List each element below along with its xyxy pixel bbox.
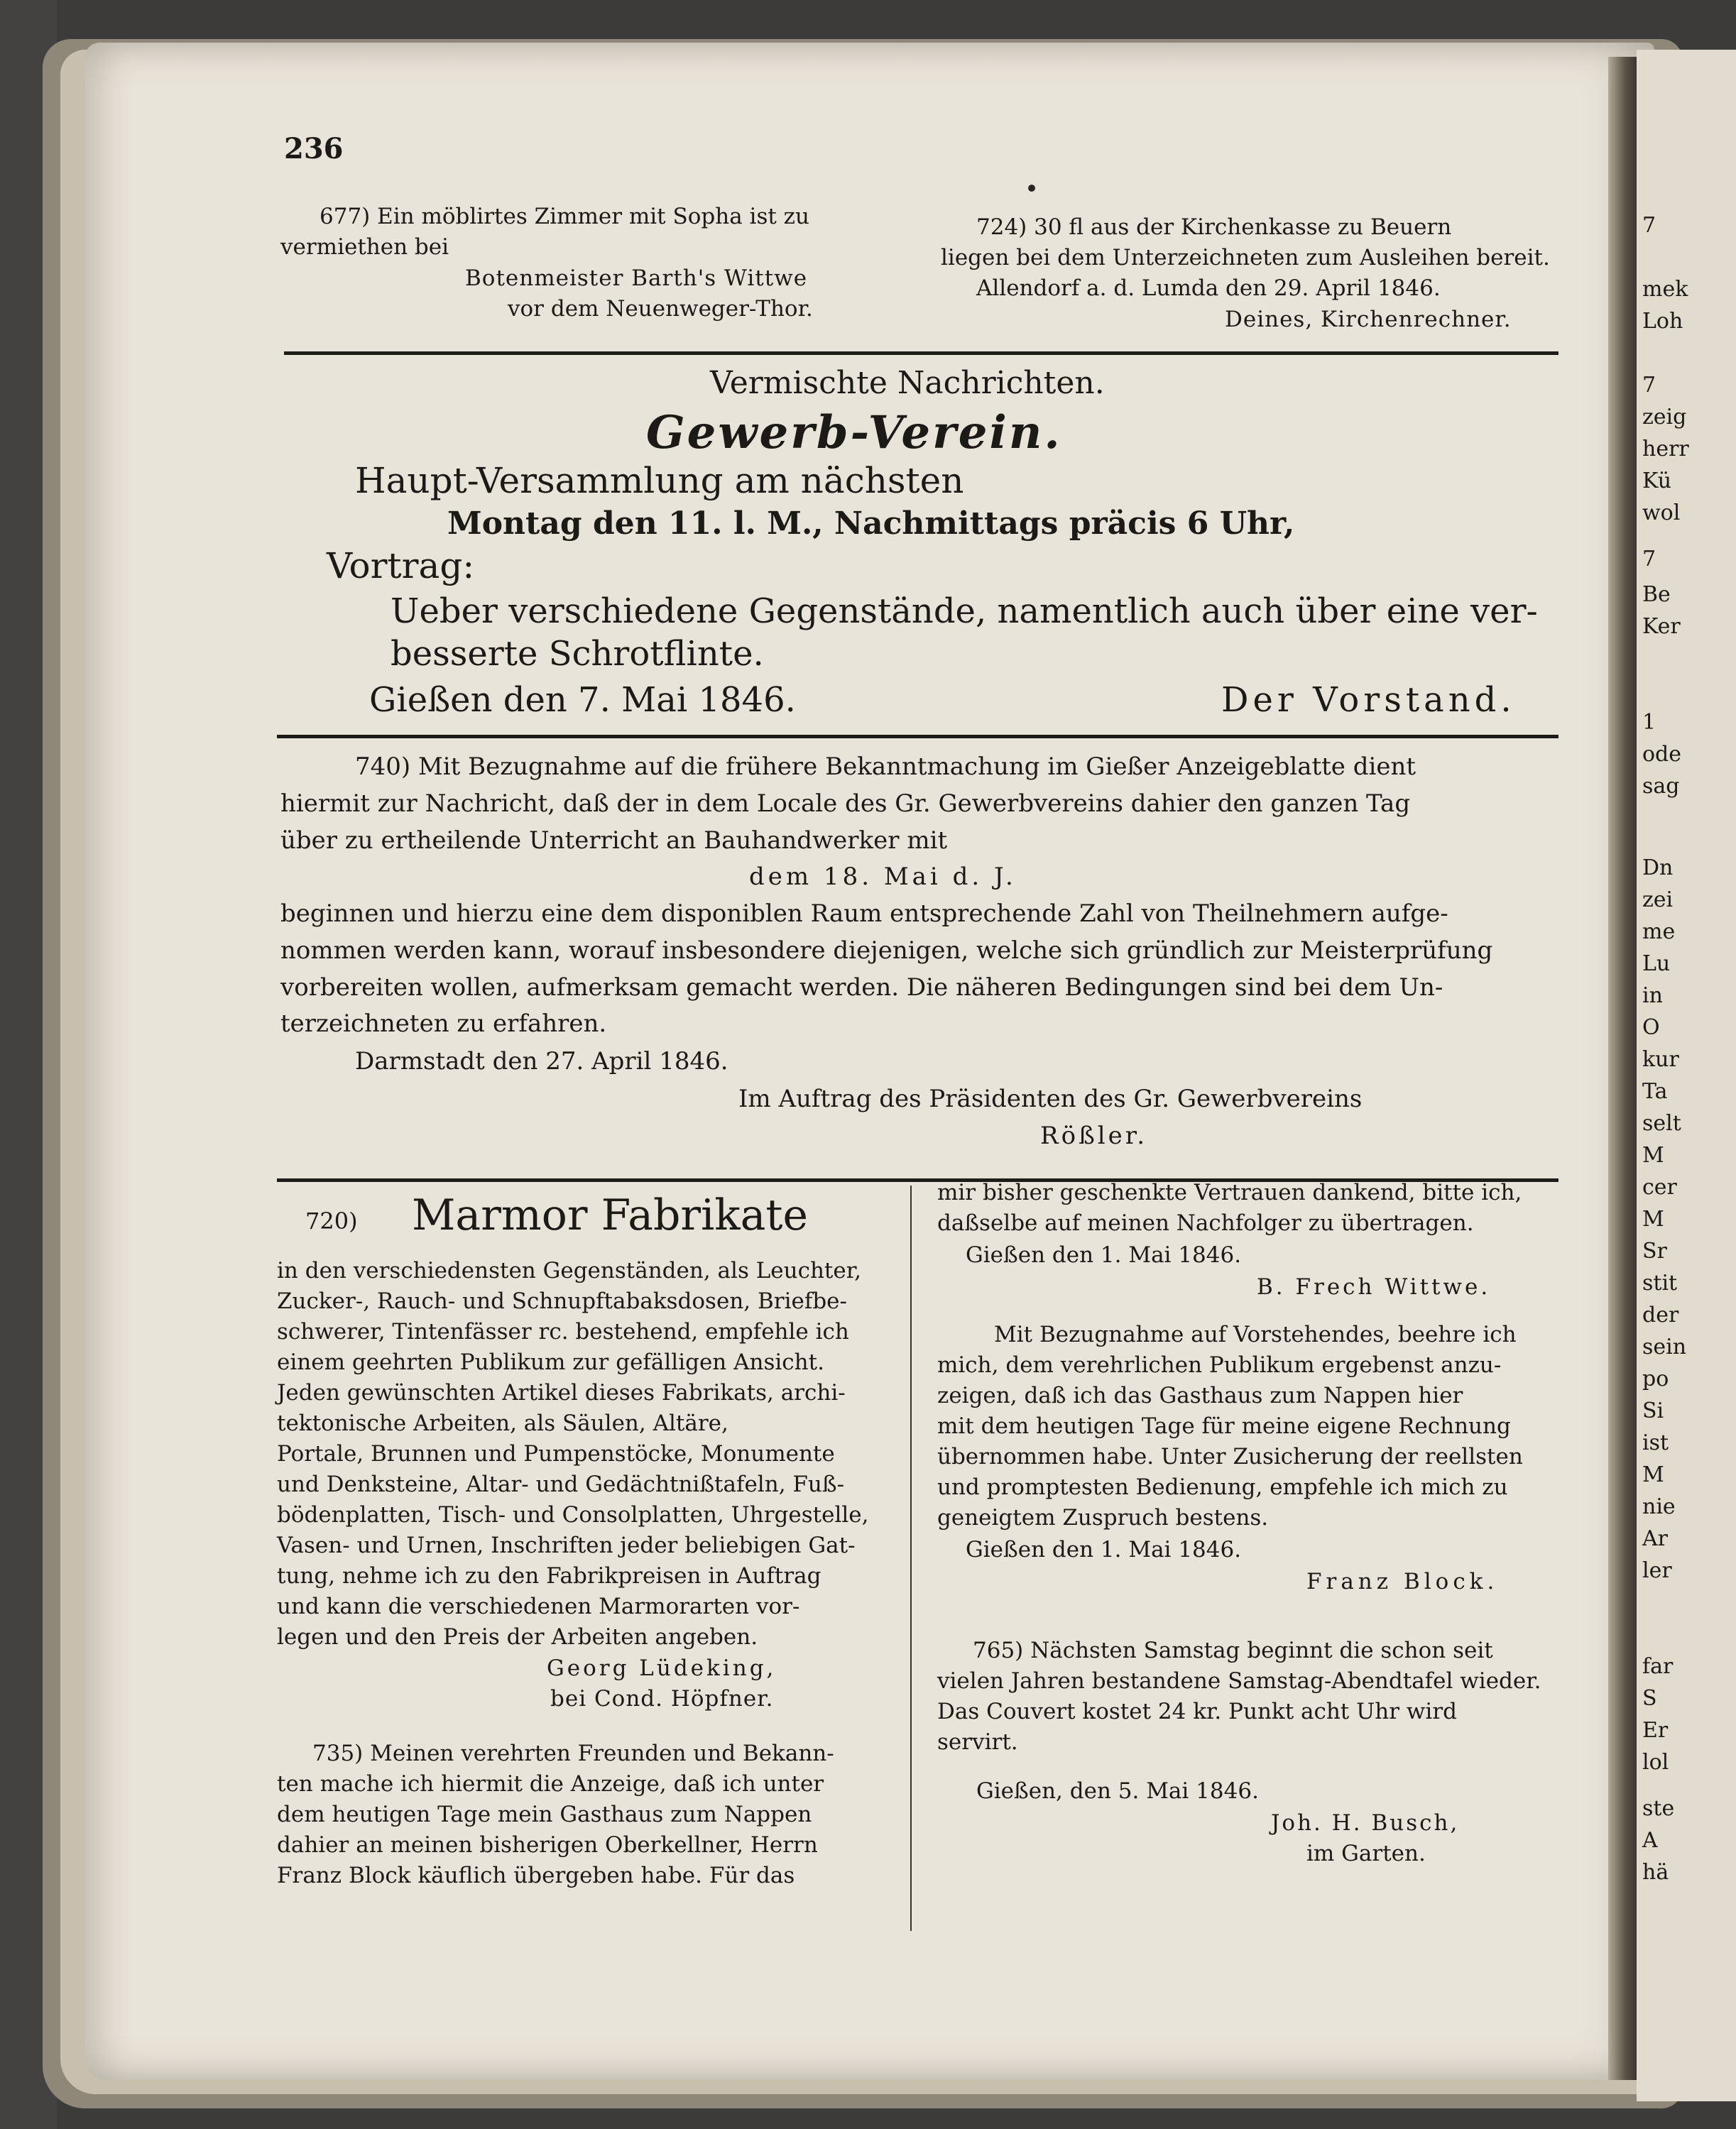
ad735-line: dahier an meinen bisherigen Oberkellner, Herrn	[277, 1832, 818, 1858]
column-divider	[910, 1186, 912, 1931]
right-col-line: vielen Jahren bestandene Samstag-Abendtafel wieder.	[937, 1668, 1541, 1694]
divider	[277, 735, 1558, 738]
ad724-signature: Deines, Kirchenrechner.	[1225, 307, 1512, 332]
ad740-line: hiermit zur Nachricht, daß der in dem Locale des Gr. Gewerbvereins dahier den ganzen Tag	[280, 789, 1411, 818]
ad740-line: terzeichneten zu erfahren.	[280, 1009, 607, 1038]
page-number: 236	[284, 132, 344, 165]
ad735-line: ten mache ich hiermit die Anzeige, daß ich unter	[277, 1771, 824, 1797]
right-col-line: servirt.	[937, 1729, 1018, 1755]
ad740-signature-line2: Rößler.	[1040, 1122, 1148, 1150]
ad720-line: bödenplatten, Tisch- und Consolplatten, Uhrgestelle,	[277, 1502, 869, 1528]
verein-date: Gießen den 7. Mai 1846.	[369, 680, 796, 720]
next-page-fragment: selt	[1642, 1111, 1681, 1136]
ad720-title: Marmor Fabrikate	[412, 1191, 809, 1240]
next-page-fragment: Lu	[1642, 951, 1671, 976]
ad677-line2: vermiethen bei	[280, 234, 449, 260]
verein-signature: Der Vorstand.	[1221, 680, 1516, 720]
ad740-line: beginnen und hierzu eine dem disponiblen Raum entsprechende Zahl von Theilnehmern aufge-	[280, 899, 1448, 928]
next-page-fragment: hä	[1642, 1860, 1669, 1885]
next-page-fragment: stit	[1642, 1271, 1678, 1296]
ad720-line: einem geehrten Publikum zur gefälligen Ansicht.	[277, 1350, 824, 1375]
right-col-line: geneigtem Zuspruch bestens.	[937, 1505, 1269, 1531]
ad720-signature: Georg Lüdeking,	[547, 1655, 777, 1681]
ad740-line: über zu ertheilende Unterricht an Bauhandwerker mit	[280, 826, 948, 855]
next-page-fragment: Ker	[1642, 614, 1681, 639]
ad720-signature-sub: bei Cond. Höpfner.	[550, 1686, 774, 1712]
next-page-fragment: mek	[1642, 277, 1688, 302]
ad740-line: 740) Mit Bezugnahme auf die frühere Bekanntmachung im Gießer Anzeigeblatte dient	[355, 752, 1416, 781]
next-page-fragment: 7	[1642, 547, 1656, 571]
ad740-line: nommen werden kann, worauf insbesondere diejenigen, welche sich gründlich zur Meisterprüfung	[280, 936, 1493, 965]
next-page-fragment: Loh	[1642, 309, 1683, 334]
next-page-edge	[1637, 50, 1736, 2101]
ad720-number: 720)	[305, 1208, 358, 1235]
next-page-fragment: 7	[1642, 213, 1656, 238]
next-page-fragment: lol	[1642, 1750, 1669, 1775]
next-page-fragment: zeig	[1642, 405, 1687, 429]
ad720-line: legen und den Preis der Arbeiten angeben.	[277, 1624, 758, 1650]
right-col-line: Das Couvert kostet 24 kr. Punkt acht Uhr wird	[937, 1699, 1457, 1724]
ad740-date-line: dem 18. Mai d. J.	[749, 863, 1017, 891]
ad677-address: vor dem Neuenweger-Thor.	[508, 296, 813, 322]
ad677-line1: 677) Ein möblirtes Zimmer mit Sopha ist zu	[320, 204, 809, 229]
next-page-fragment: Sr	[1642, 1239, 1667, 1264]
next-page-fragment: ist	[1642, 1430, 1669, 1455]
verein-line3: Vortrag:	[327, 545, 475, 586]
right-col-line: Mit Bezugnahme auf Vorstehendes, beehre ich	[994, 1322, 1517, 1347]
ad724-line3: Allendorf a. d. Lumda den 29. April 1846.	[976, 275, 1441, 301]
right-col-sig3: Joh. H. Busch,	[1271, 1810, 1460, 1836]
right-col-line: mit dem heutigen Tage für meine eigene Rechnung	[937, 1413, 1511, 1439]
next-page-fragment: 7	[1642, 373, 1656, 398]
next-page-fragment: der	[1642, 1303, 1679, 1328]
ad677-signature: Botenmeister Barth's Wittwe	[465, 266, 808, 291]
ad720-line: tung, nehme ich zu den Fabrikpreisen in Auftrag	[277, 1563, 821, 1589]
verein-title: Gewerb-Verein.	[646, 406, 1062, 459]
ad720-line: Jeden gewünschten Artikel dieses Fabrikats, archi-	[277, 1380, 846, 1406]
next-page-fragment: nie	[1642, 1494, 1676, 1519]
ad720-line: und kann die verschiedenen Marmorarten vor-	[277, 1594, 800, 1619]
next-page-fragment: S	[1642, 1686, 1657, 1711]
divider	[284, 351, 1558, 355]
right-col-line: mich, dem verehrlichen Publikum ergebenst anzu-	[937, 1352, 1502, 1378]
next-page-fragment: A	[1642, 1828, 1658, 1853]
next-page-fragment: O	[1642, 1015, 1660, 1040]
right-col-date2: Gießen den 1. Mai 1846.	[966, 1537, 1242, 1562]
ad720-line: in den verschiedensten Gegenständen, als Leuchter,	[277, 1258, 861, 1284]
ad740-signature-line1: Im Auftrag des Präsidenten des Gr. Gewerbvereins	[738, 1085, 1363, 1113]
ad740-place-date: Darmstadt den 27. April 1846.	[355, 1047, 728, 1076]
right-col-sig3-sub: im Garten.	[1306, 1841, 1426, 1866]
section-title: Vermischte Nachrichten.	[710, 365, 1105, 401]
right-col-line: und promptesten Bedienung, empfehle ich mich zu	[937, 1474, 1508, 1500]
right-col-line: daßselbe auf meinen Nachfolger zu übertragen.	[937, 1210, 1474, 1236]
next-page-fragment: Si	[1642, 1399, 1664, 1423]
next-page-fragment: M	[1642, 1207, 1664, 1232]
next-page-fragment: Ar	[1642, 1526, 1669, 1551]
ad720-line: tektonische Arbeiten, als Säulen, Altäre,	[277, 1411, 728, 1436]
ad720-line: Portale, Brunnen und Pumpenstöcke, Monumente	[277, 1441, 835, 1467]
ad735-line: 735) Meinen verehrten Freunden und Bekann-	[312, 1741, 834, 1766]
next-page-fragment: Ta	[1642, 1079, 1668, 1104]
ad724-line2: liegen bei dem Unterzeichneten zum Ausleihen bereit.	[941, 245, 1550, 270]
ad720-line: schwerer, Tintenfässer rc. bestehend, empfehle ich	[277, 1319, 849, 1345]
ad720-line: Vasen- und Urnen, Inschriften jeder beliebigen Gat-	[277, 1533, 856, 1558]
print-dot	[1028, 185, 1035, 192]
next-page-fragment: sag	[1642, 774, 1680, 799]
next-page-fragment: me	[1642, 919, 1676, 944]
verein-line1: Haupt-Versammlung am nächsten	[355, 460, 964, 501]
next-page-fragment: far	[1642, 1654, 1674, 1679]
right-col-date3: Gießen, den 5. Mai 1846.	[976, 1778, 1259, 1804]
next-page-fragment: cer	[1642, 1175, 1677, 1200]
next-page-fragment: ler	[1642, 1558, 1672, 1583]
next-page-fragment: in	[1642, 983, 1663, 1008]
next-page-fragment: sein	[1642, 1335, 1687, 1359]
next-page-fragment: zei	[1642, 887, 1674, 912]
right-col-date1: Gießen den 1. Mai 1846.	[966, 1242, 1242, 1268]
next-page-fragment: Er	[1642, 1718, 1669, 1743]
ad740-line: vorbereiten wollen, aufmerksam gemacht werden. Die näheren Bedingungen sind bei dem Un-	[280, 973, 1443, 1002]
next-page-fragment: kur	[1642, 1047, 1679, 1072]
right-col-line: 765) Nächsten Samstag beginnt die schon seit	[973, 1638, 1493, 1663]
next-page-fragment: ste	[1642, 1796, 1675, 1821]
next-page-fragment: M	[1642, 1462, 1664, 1487]
next-page-fragment: Kü	[1642, 469, 1672, 493]
ad735-line: Franz Block käuflich übergeben habe. Für das	[277, 1863, 795, 1888]
right-col-line: zeigen, daß ich das Gasthaus zum Nappen hier	[937, 1383, 1463, 1408]
verein-line4: Ueber verschiedene Gegenstände, namentlich auch über eine ver-	[391, 591, 1538, 631]
verein-line5: besserte Schrotflinte.	[391, 634, 764, 674]
right-col-line: übernommen habe. Unter Zusicherung der reellsten	[937, 1444, 1523, 1469]
right-col-sig1: B. Frech Wittwe.	[1257, 1274, 1491, 1300]
ad720-line: Zucker-, Rauch- und Schnupftabaksdosen, Briefbe-	[277, 1288, 847, 1314]
next-page-fragment: Be	[1642, 582, 1671, 607]
verein-line2: Montag den 11. l. M., Nachmittags präcis 6 Uhr,	[447, 505, 1295, 542]
next-page-fragment: herr	[1642, 437, 1689, 461]
left-page	[85, 43, 1654, 2080]
right-col-line: mir bisher geschenkte Vertrauen dankend, bitte ich,	[937, 1180, 1522, 1205]
ad724-line1: 724) 30 fl aus der Kirchenkasse zu Beuern	[976, 214, 1452, 240]
book-gutter	[1608, 57, 1637, 2080]
next-page-fragment: Dn	[1642, 855, 1674, 880]
next-page-fragment: ode	[1642, 742, 1682, 767]
right-col-sig2: Franz Block.	[1306, 1569, 1499, 1594]
next-page-fragment: 1	[1642, 710, 1656, 735]
next-page-fragment: M	[1642, 1143, 1664, 1168]
ad735-line: dem heutigen Tage mein Gasthaus zum Nappen	[277, 1802, 812, 1827]
next-page-fragment: po	[1642, 1367, 1669, 1391]
ad720-line: und Denksteine, Altar- und Gedächtnißtafeln, Fuß-	[277, 1472, 845, 1497]
next-page-fragment: wol	[1642, 500, 1681, 525]
